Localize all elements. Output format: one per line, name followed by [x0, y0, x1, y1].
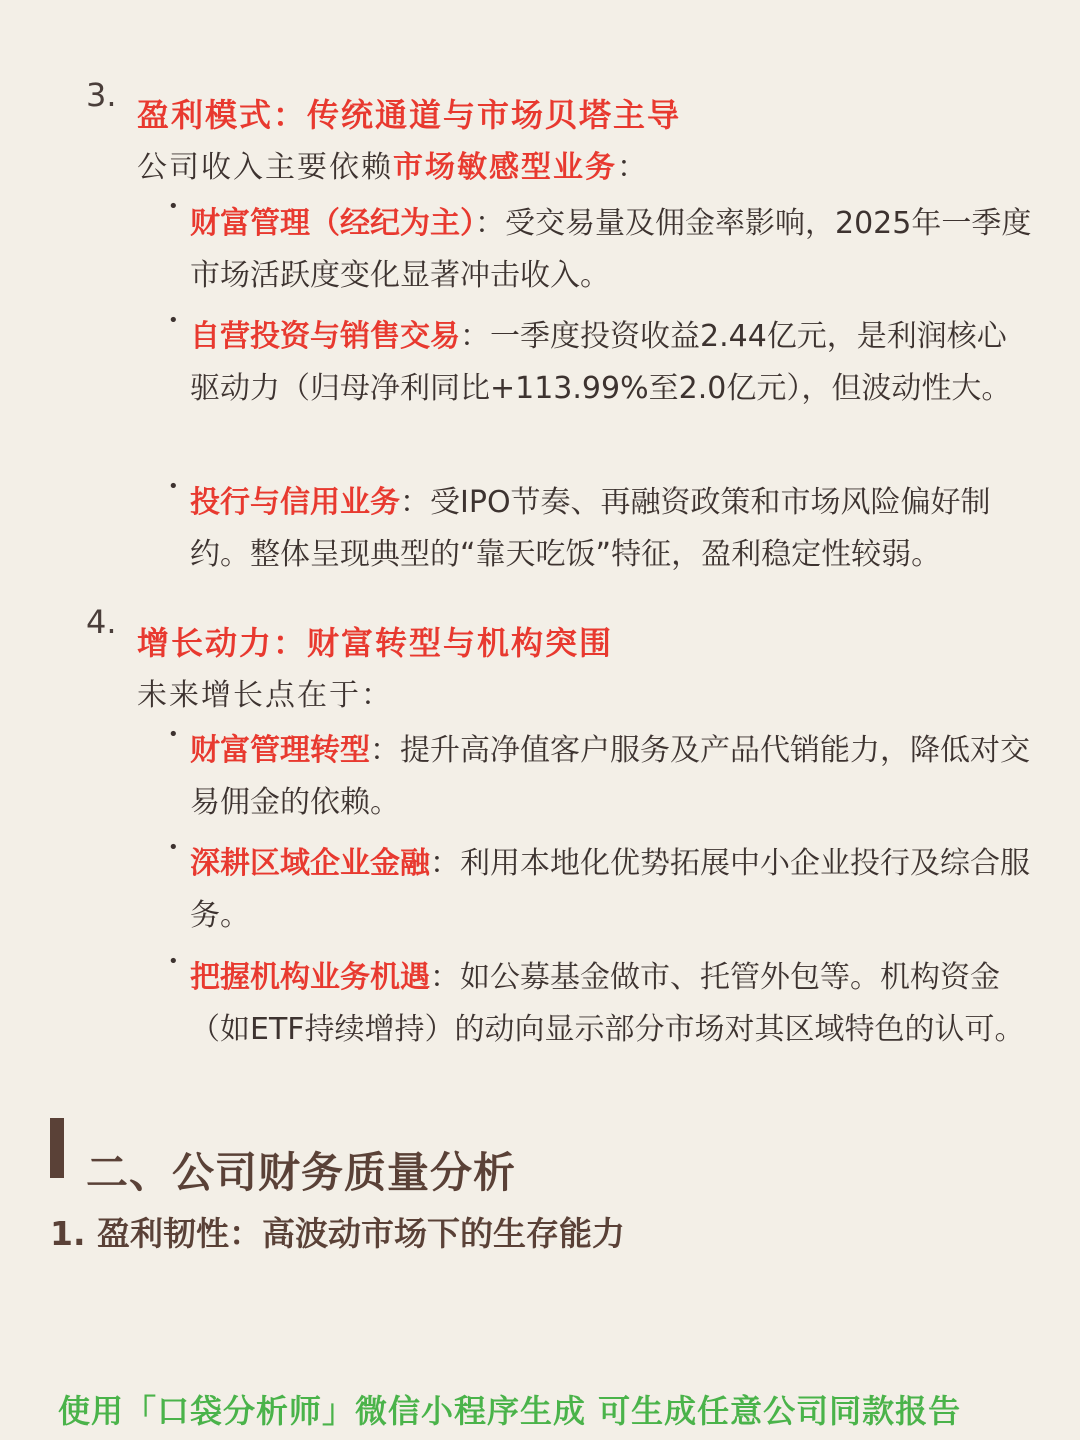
section-4-intro: 未来增长点在于：	[137, 678, 393, 713]
list-item	[190, 477, 1035, 581]
footer-promo: 使用「口袋分析师」微信小程序生成 可生成任意公司同款报告	[58, 1392, 962, 1430]
section-3-intro-suffix: ：	[617, 150, 649, 185]
bullet-icon: •	[168, 951, 179, 972]
subsection-heading: 1. 盈利韧性：高波动市场下的生存能力	[50, 1214, 625, 1253]
section-4-number: 4.	[86, 603, 117, 641]
section-4-title: 增长动力：财富转型与机构突围	[137, 624, 614, 662]
bullet-icon: •	[168, 476, 179, 497]
list-item-key: 自营投资与销售交易	[190, 319, 460, 354]
list-item	[190, 952, 1035, 1056]
list-item-key: 财富管理（经纪为主）	[190, 206, 475, 241]
list-item-text: ：受IPO节奏、再融资政策和市场风险偏好制约。整体呈现典型的“靠天吃饭”特征，盈利稳定性较弱。	[190, 485, 991, 572]
list-item-key: 投行与信用业务	[190, 485, 400, 520]
list-item	[190, 838, 1035, 942]
heading-accent-bar	[50, 1118, 64, 1178]
bullet-icon: •	[168, 196, 179, 217]
list-item-key: 财富管理转型	[190, 733, 370, 768]
section-3-intro-prefix: 公司收入主要依赖	[137, 150, 393, 185]
list-item	[190, 725, 1035, 829]
list-item-text: ：一季度投资收益2.44亿元，是利润核心驱动力（归母净利同比+113.99%至2.0亿元），但波动性大。	[190, 319, 1012, 406]
list-item-text: ：如公募基金做市、托管外包等。机构资金（如ETF持续增持）的动向显示部分市场对其区域特色的认可。	[190, 960, 1025, 1047]
bullet-icon: •	[168, 310, 179, 331]
section-3-title: 盈利模式：传统通道与市场贝塔主导	[137, 96, 682, 134]
section-3-intro-highlight: 市场敏感型业务	[393, 150, 617, 185]
section-heading: 二、公司财务质量分析	[86, 1148, 517, 1197]
list-item	[190, 311, 1035, 415]
section-3-number: 3.	[86, 76, 117, 114]
list-item-key: 深耕区域企业金融	[190, 846, 430, 881]
section-3-intro	[137, 142, 649, 186]
list-item-text: ：受交易量及佣金率影响，2025年一季度市场活跃度变化显著冲击收入。	[190, 206, 1032, 293]
list-item-text: ：提升高净值客户服务及产品代销能力，降低对交易佣金的依赖。	[190, 733, 1030, 820]
list-item-key: 把握机构业务机遇	[190, 960, 430, 995]
bullet-icon: •	[168, 837, 179, 858]
list-item	[190, 198, 1035, 302]
bullet-icon: •	[168, 724, 179, 745]
list-item-text: ：利用本地化优势拓展中小企业投行及综合服务。	[190, 846, 1030, 933]
